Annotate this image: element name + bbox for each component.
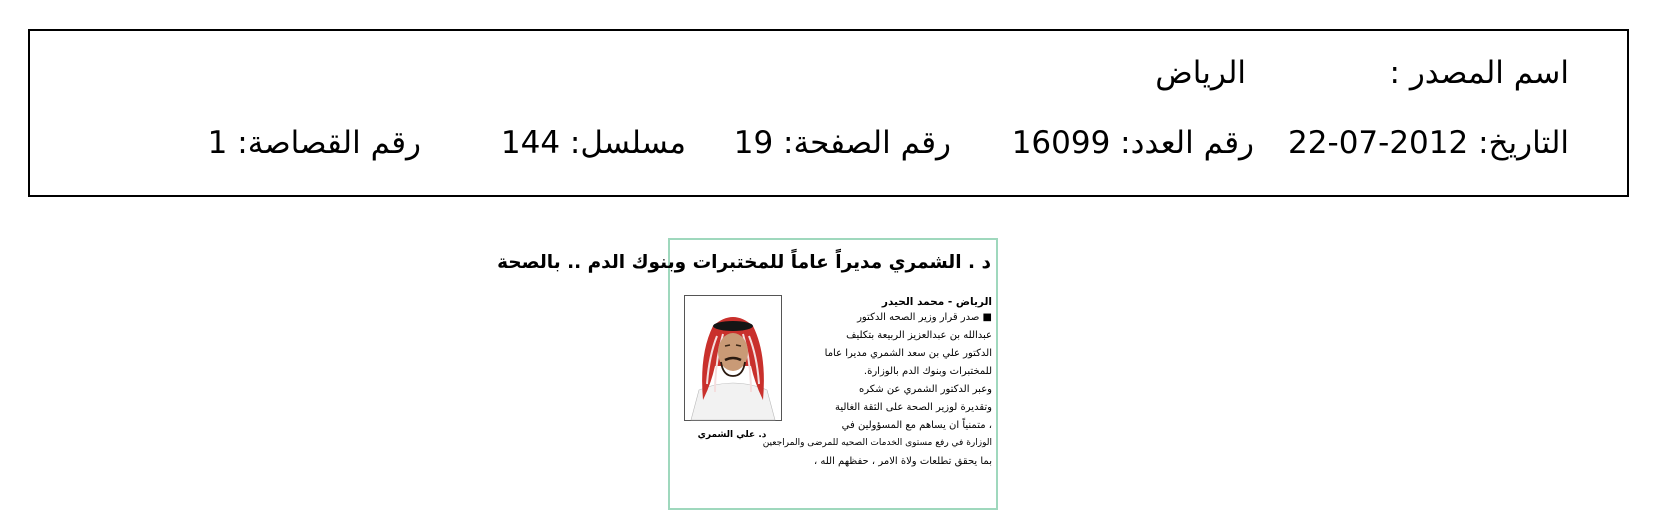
article-line: الوزارة في رفع مستوى الخدمات الصحيه للمرضى والمراجعين xyxy=(762,438,992,448)
article-line: ، متمنياً ان يساهم مع المسؤولين في xyxy=(841,420,992,431)
article-line: وعبر الدكتور الشمري عن شكره xyxy=(858,384,992,395)
clipping-header-box xyxy=(28,29,1629,197)
page-number-field: رقم الصفحة: 19 xyxy=(733,125,951,161)
clip-number-field: رقم القصاصة: 1 xyxy=(207,125,421,161)
article-line: عبدالله بن عبدالعزيز الربيعة بتكليف xyxy=(846,330,992,341)
portrait-image xyxy=(685,296,781,420)
source-label: اسم المصدر : xyxy=(1389,55,1569,91)
date-field: التاريخ: 2012-07-22 xyxy=(1288,125,1569,161)
newspaper-clipping xyxy=(497,238,998,510)
article-byline: الرياض - محمد الحيدر xyxy=(881,296,992,308)
portrait-photo xyxy=(684,295,782,421)
article-line: للمختبرات وبنوك الدم بالوزارة. xyxy=(863,366,992,377)
article-line: الدكتور علي بن سعد الشمري مديرا عاما xyxy=(824,348,992,359)
article-headline: د . الشمري مديراً عاماً للمختبرات وبنوك الدم .. بالصحة xyxy=(497,252,991,273)
article-line: بما يحقق تطلعات ولاة الامر ، حفظهم الله ، xyxy=(813,456,992,467)
article-line: وتقديرة لوزير الصحة على الثقة الغالية xyxy=(834,402,992,413)
article-line: ■ صدر قرار وزير الصحه الدكتور xyxy=(857,312,992,323)
source-value: الرياض xyxy=(1155,55,1246,91)
serial-field: مسلسل: 144 xyxy=(500,125,686,161)
issue-number-field: رقم العدد: 16099 xyxy=(1011,125,1254,161)
photo-caption: د. علي الشمري xyxy=(697,430,767,440)
